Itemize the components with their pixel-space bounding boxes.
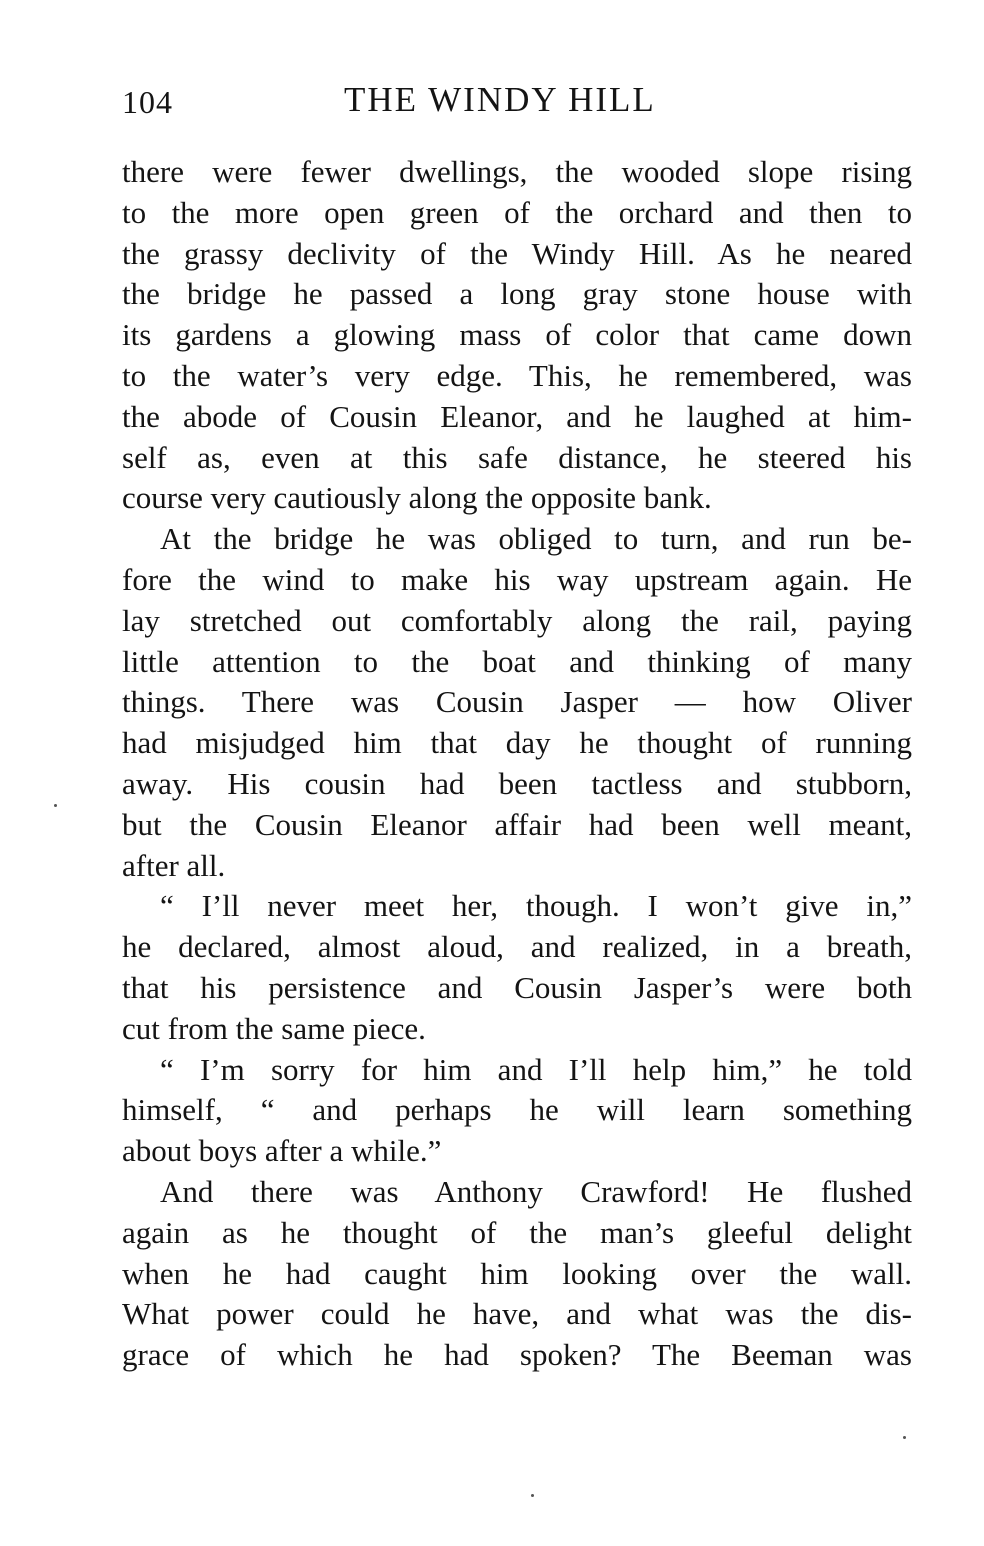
text-line: little attention to the boat and thinking of many <box>122 643 912 679</box>
page-number: 104 <box>122 84 173 120</box>
text-line: cut from the same piece. <box>122 1010 426 1046</box>
running-title: THE WINDY HILL <box>344 80 656 119</box>
text-line: grace of which he had spoken? The Beeman was <box>122 1337 912 1373</box>
text-line: the abode of Cousin Eleanor, and he laughed at him- <box>122 398 912 434</box>
text-line: things. There was Cousin Jasper — how Oliver <box>122 684 912 720</box>
text-line: had misjudged him that day he thought of running <box>122 725 912 761</box>
text-line: again as he thought of the man’s gleeful delight <box>122 1214 912 1250</box>
text-line: “ I’m sorry for him and I’ll help him,” he told <box>160 1051 912 1087</box>
text-line: At the bridge he was obliged to turn, and run be- <box>160 521 912 557</box>
text-line: “ I’ll never meet her, though. I won’t give in,” <box>160 888 912 924</box>
text-line: lay stretched out comfortably along the rail, paying <box>122 602 912 638</box>
text-line: to the more open green of the orchard and then to <box>122 194 912 230</box>
text-line: the grassy declivity of the Windy Hill. As he neared <box>122 235 912 271</box>
text-line: away. His cousin had been tactless and stubborn, <box>122 765 912 801</box>
body-text <box>122 152 912 1376</box>
text-line: when he had caught him looking over the wall. <box>122 1255 912 1291</box>
text-line: but the Cousin Eleanor affair had been well meant, <box>122 806 912 842</box>
text-line: course very cautiously along the opposite bank. <box>122 480 712 516</box>
text-line: fore the wind to make his way upstream again. He <box>122 561 912 597</box>
text-line: the bridge he passed a long gray stone house with <box>122 276 912 312</box>
text-line: he declared, almost aloud, and realized, in a breath, <box>122 929 912 965</box>
text-line: about boys after a while.” <box>122 1133 442 1169</box>
text-line: its gardens a glowing mass of color that came down <box>122 317 912 353</box>
running-head <box>122 80 912 126</box>
text-line: himself, “ and perhaps he will learn something <box>122 1092 912 1128</box>
text-line: self as, even at this safe distance, he steered his <box>122 439 912 475</box>
text-line: to the water’s very edge. This, he remembered, was <box>122 357 912 393</box>
print-speck <box>531 1494 534 1497</box>
text-line: What power could he have, and what was the dis- <box>122 1296 912 1332</box>
text-line: And there was Anthony Crawford! He flushed <box>160 1173 912 1209</box>
text-line: that his persistence and Cousin Jasper’s were both <box>122 969 912 1005</box>
text-line: there were fewer dwellings, the wooded slope rising <box>122 154 912 189</box>
print-speck <box>903 1436 906 1439</box>
text-line: after all. <box>122 847 226 883</box>
print-speck <box>54 804 57 807</box>
